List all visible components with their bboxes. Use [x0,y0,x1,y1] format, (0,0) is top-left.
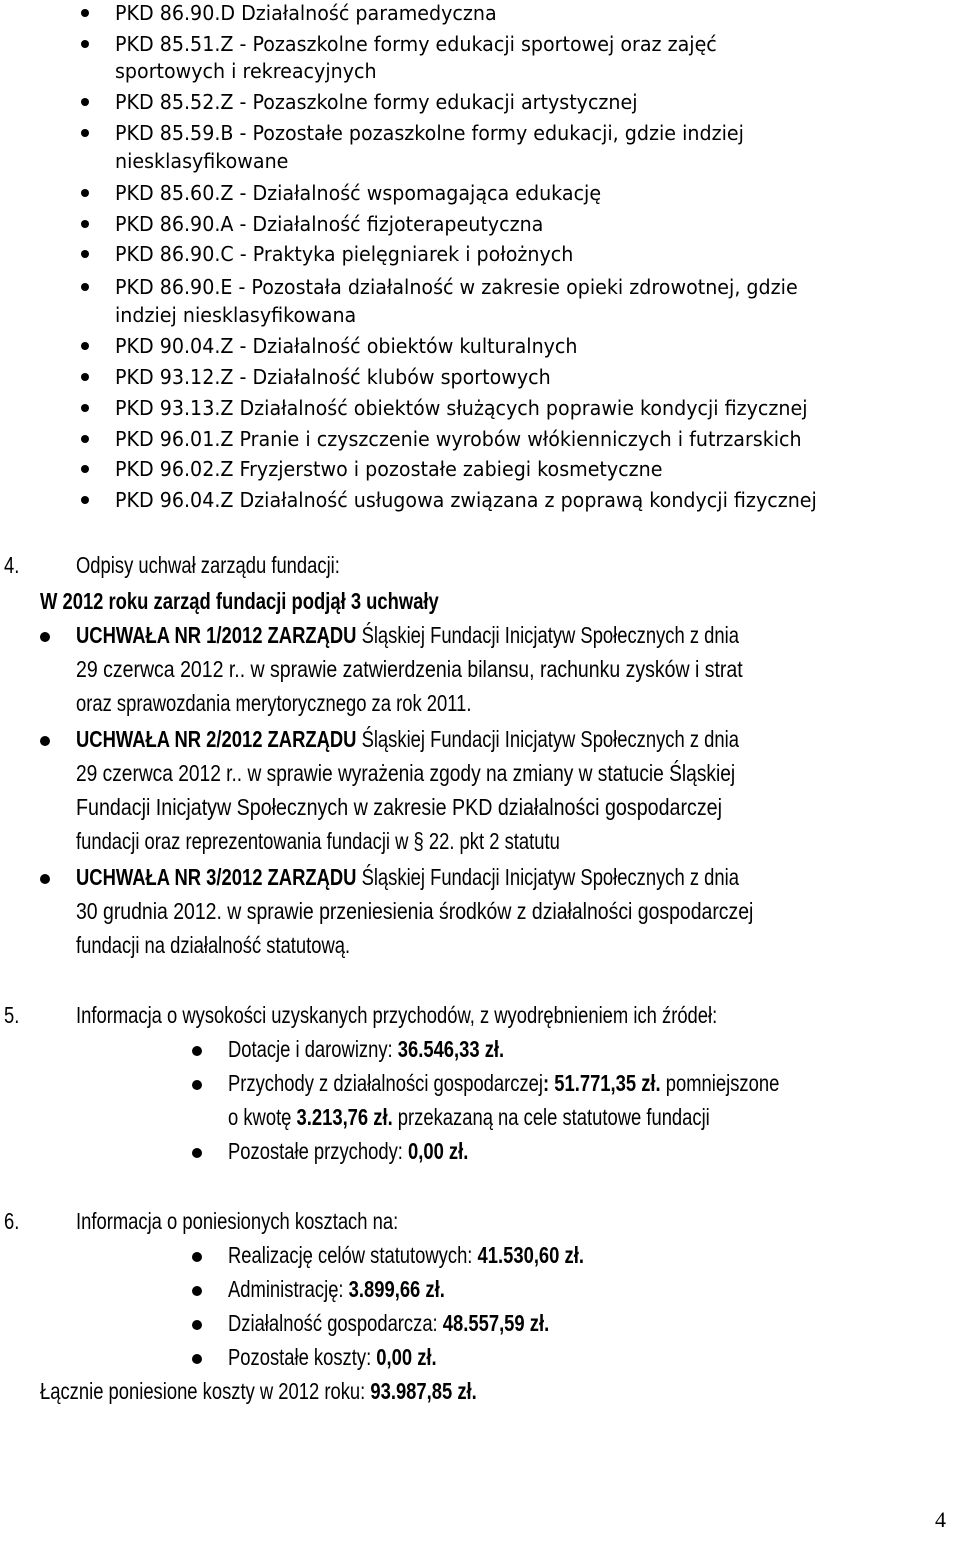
bullet-icon [192,1354,202,1364]
list-item: PKD 86.90.D Działalność paramedyczna [115,1,497,25]
list-item: PKD 86.90.A - Działalność fizjoterapeutyczna [115,212,544,236]
list-item-continuation: niesklasyfikowane [115,149,289,173]
bullet-icon [192,1286,202,1296]
bullet-icon [81,40,89,48]
bullet-icon [81,129,89,137]
list-item: PKD 90.04.Z - Działalność obiektów kulturalnych [115,334,578,358]
list-item: PKD 96.02.Z Fryzjerstwo i pozostałe zabiegi kosmetyczne [115,457,663,481]
resolution-text: 30 grudnia 2012. w sprawie przeniesienia środków z działalności gospodarczej [76,898,754,924]
resolution-title: UCHWAŁA NR 3/2012 ZARZĄDU Śląskiej Fundacji Inicjatyw Społecznych z dnia [76,864,739,890]
section-number: 6. [4,1208,20,1234]
bullet-icon [192,1148,202,1158]
list-item: PKD 93.13.Z Działalność obiektów służących poprawie kondycji fizycznej [115,396,808,420]
bullet-icon [81,465,89,473]
list-item-continuation: indziej niesklasyfikowana [115,303,357,327]
section-number: 5. [4,1002,20,1028]
bullet-icon [40,632,50,642]
list-item: PKD 96.01.Z Pranie i czyszczenie wyrobów włókienniczych i futrzarskich [115,427,802,451]
bullet-icon [81,250,89,258]
bullet-icon [81,9,89,17]
section-heading: Informacja o poniesionych kosztach na: [76,1208,399,1234]
resolution-title: UCHWAŁA NR 1/2012 ZARZĄDU Śląskiej Fundacji Inicjatyw Społecznych z dnia [76,622,739,648]
resolution-text: fundacji oraz reprezentowania fundacji w § 22. pkt 2 statutu [76,828,560,854]
list-item: PKD 86.90.C - Praktyka pielęgniarek i położnych [115,242,574,266]
list-item: PKD 93.12.Z - Działalność klubów sportowych [115,365,551,389]
resolution-text: 29 czerwca 2012 r.. w sprawie wyrażenia zgody na zmiany w statucie Śląskiej [76,760,736,786]
income-item: Dotacje i darowizny: 36.546,33 zł. [228,1036,505,1062]
cost-item: Działalność gospodarcza: 48.557,59 zł. [228,1310,550,1336]
list-item: PKD 86.90.E - Pozostała działalność w zakresie opieki zdrowotnej, gdzie [115,275,798,299]
income-item: Pozostałe przychody: 0,00 zł. [228,1138,469,1164]
list-item: PKD 85.60.Z - Działalność wspomagająca edukację [115,181,602,205]
section-heading: Informacja o wysokości uzyskanych przychodów, z wyodrębnieniem ich źródeł: [76,1002,718,1028]
resolution-title: UCHWAŁA NR 2/2012 ZARZĄDU Śląskiej Fundacji Inicjatyw Społecznych z dnia [76,726,739,752]
bullet-icon [81,189,89,197]
resolution-text: Fundacji Inicjatyw Społecznych w zakresie PKD działalności gospodarczej [76,794,722,820]
list-item: PKD 85.52.Z - Pozaszkolne formy edukacji artystycznej [115,90,638,114]
bullet-icon [81,404,89,412]
bullet-icon [192,1080,202,1090]
bullet-icon [192,1046,202,1056]
section-subheading: W 2012 roku zarząd fundacji podjął 3 uchwały [40,588,439,614]
income-item-continuation: o kwotę 3.213,76 zł. przekazaną na cele statutowe fundacji [228,1104,710,1130]
section-number: 4. [4,552,20,578]
bullet-icon [81,496,89,504]
cost-item: Realizację celów statutowych: 41.530,60 zł. [228,1242,584,1268]
bullet-icon [40,736,50,746]
bullet-icon [81,283,89,291]
list-item-continuation: sportowych i rekreacyjnych [115,59,377,83]
bullet-icon [40,874,50,884]
list-item: PKD 85.59.B - Pozostałe pozaszkolne formy edukacji, gdzie indziej [115,121,744,145]
page-number: 4 [935,1507,946,1532]
bullet-icon [81,98,89,106]
income-item: Przychody z działalności gospodarczej: 51.771,35 zł. pomniejszone [228,1070,780,1096]
resolution-text: 29 czerwca 2012 r.. w sprawie zatwierdzenia bilansu, rachunku zysków i strat [76,656,743,682]
bullet-icon [81,435,89,443]
bullet-icon [81,342,89,350]
cost-item: Administrację: 3.899,66 zł. [228,1276,445,1302]
bullet-icon [81,373,89,381]
list-item: PKD 96.04.Z Działalność usługowa związana z poprawą kondycji fizycznej [115,488,817,512]
bullet-icon [192,1320,202,1330]
section-heading: Odpisy uchwał zarządu fundacji: [76,552,340,578]
bullet-icon [81,220,89,228]
cost-total: Łącznie poniesione koszty w 2012 roku: 93.987,85 zł. [40,1378,477,1404]
resolution-text: fundacji na działalność statutową. [76,932,351,958]
list-item: PKD 85.51.Z - Pozaszkolne formy edukacji sportowej oraz zajęć [115,32,717,56]
cost-item: Pozostałe koszty: 0,00 zł. [228,1344,437,1370]
bullet-icon [192,1252,202,1262]
resolution-text: oraz sprawozdania merytorycznego za rok 2011. [76,690,472,716]
